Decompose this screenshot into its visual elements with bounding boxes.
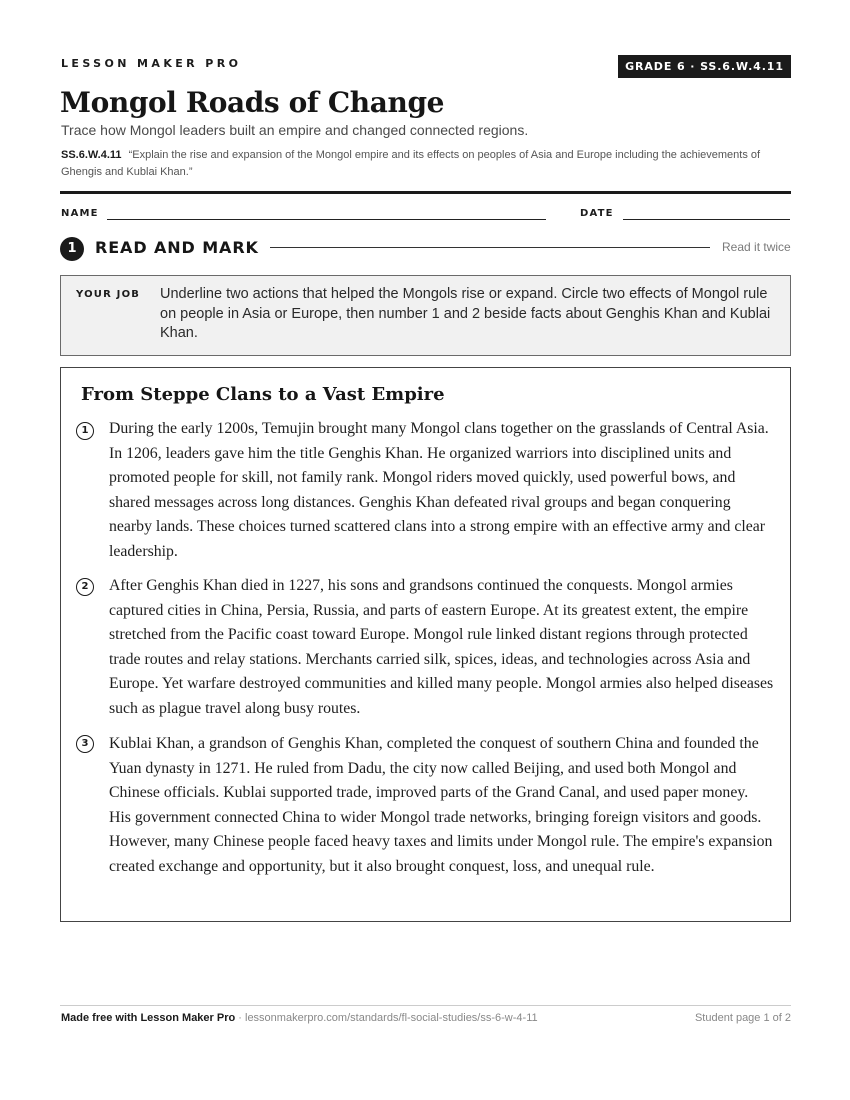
reading-box <box>60 367 791 922</box>
job-instructions: Underline two actions that helped the Mongols rise or expand. Circle two effects of Mongol rule on people in Asia or Europe, then number 1 and 2 beside facts about Genghis Khan and Kublai Khan. <box>160 286 771 341</box>
page-subtitle: Trace how Mongol leaders built an empire and changed connected regions. <box>61 122 529 138</box>
footer-made-with: Made free with Lesson Maker Pro <box>61 1012 236 1024</box>
paragraph-3: Kublai Khan, a grandson of Genghis Khan, completed the conquest of southern China and founded the Yuan dynasty in 1271. He ruled from Dadu, the city now called Beijing, and used both Mongol and Chinese officials. Kublai supported trade, improved parts of the Grand Canal, and used paper money. His government connected China to wider Mongol trade networks, bringing foreign visitors and goods. However, many Chinese people faced heavy taxes and limits under Mongol rule. The empire's expansion created exchange and opportunity, but it also brought conquest, loss, and unequal rule. <box>109 735 773 875</box>
date-field-line[interactable] <box>623 219 790 220</box>
page-title: Mongol Roads of Change <box>60 86 445 119</box>
step-note: Read it twice <box>722 240 791 254</box>
header-divider <box>60 191 791 194</box>
footer-divider <box>60 1005 791 1006</box>
standard-code: SS.6.W.4.11 <box>61 149 122 161</box>
step-number-badge: 1 <box>60 237 84 261</box>
date-label: DATE <box>580 208 614 219</box>
reading-title: From Steppe Clans to a Vast Empire <box>81 384 445 405</box>
standard-statement <box>61 147 796 181</box>
paragraph-1: During the early 1200s, Temujin brought many Mongol clans together on the grasslands of Central Asia. In 1206, leaders gave him the title Genghis Khan. He organized warriors into disciplined units and promoted people for skill, not family rank. Mongol riders moved quickly, used powerful bows, and shared messages across long distances. Genghis Khan defeated rival groups and began conquering nearby lands. These choices turned scattered clans into a strong empire with an effective army and clear leadership. <box>109 420 769 560</box>
brand-name: LESSON MAKER PRO <box>61 57 242 70</box>
standard-text: “Explain the rise and expansion of the Mongol empire and its effects on peoples of Asia and Europe including the achievements of Ghengis and Kublai Khan.” <box>61 149 761 178</box>
paragraph-2: After Genghis Khan died in 1227, his sons and grandsons continued the conquests. Mongol armies captured cities in China, Persia, Russia, and parts of eastern Europe. At its greatest extent, the empire stretched from the Pacific coast toward Europe. Mongol rule linked distant regions through protected trade routes and relay stations. Merchants carried silk, spices, ideas, and technologies across Asia and Europe. Yet warfare destroyed communities and killed many people. Mongol armies also helped diseases such as plague travel along busy routes. <box>109 577 774 717</box>
paragraph-number-1: 1 <box>76 422 94 440</box>
grade-badge: GRADE 6 · SS.6.W.4.11 <box>618 55 791 78</box>
name-field-line[interactable] <box>107 219 546 220</box>
footer-page-number: Student page 1 of 2 <box>694 1012 791 1024</box>
footer-credit <box>61 1012 538 1024</box>
step-divider <box>270 247 710 248</box>
paragraph-number-2: 2 <box>76 578 94 596</box>
paragraph-number-3: 3 <box>76 735 94 753</box>
footer-url[interactable]: · lessonmakerpro.com/standards/fl-social-studies/ss-6-w-4-11 <box>235 1012 538 1024</box>
job-label: YOUR JOB <box>76 289 141 300</box>
job-box <box>60 275 791 356</box>
name-label: NAME <box>61 208 99 219</box>
step-title: READ AND MARK <box>95 238 259 257</box>
